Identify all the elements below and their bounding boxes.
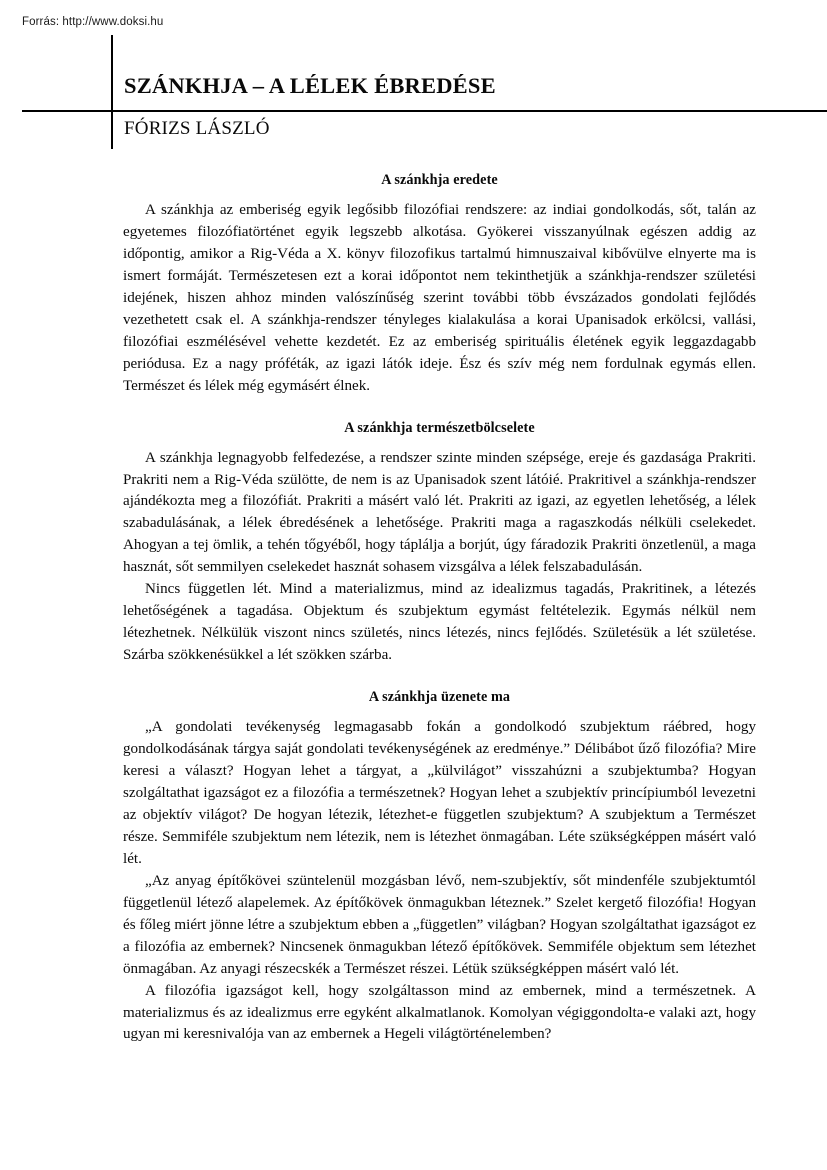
paragraph: „A gondolati tevékenység legmagasabb fokán a gondolkodó szubjektum ráébred, hogy gondolkodásának tárgya saját gondolati tevékenységének az eredménye.” Délibábot űző filozófia? Mire keresi a választ? Hogyan lehet a tárgyat, a „külvilágot” visszahúzni a szubjektumba? Hogyan szolgáltathat igazságot ez a filozófia a természetnek? Hogyan lehet a szubjektív princípiumból levezetni az objektív világot? De hogyan létezik, létezhet-e független szubjektum? A szubjektum a Természet része. Semmiféle szubjektum nem létezik, nem is létezhet önmagában. Léte szükségképpen másért való lét. — [123, 719, 756, 867]
paragraph: A szánkhja az emberiség egyik legősibb filozófiai rendszere: az indiai gondolkodás, sőt, talán az egyetemes filozófiatörténet egyik legszebb alkotása. Gyökerei visszanyúlnak egészen addig az időpontig, amikor a Rig-Véda a X. könyv filozofikus tartalmú himnuszaival kibővülve elnyerte ma is ismert formáját. Természetesen ezt a korai időpontot nem tekinthetjük a szánkhja-rendszer születési idejének, hiszen ahhoz minden valószínűség szerint további több évszázados gondolati fejlődés vezethetett csak el. A szánkhja-rendszer tényleges kialakulása a korai Upanisadok erkölcsi, vallási, filozófiai eszmélésével vehette kezdetét. Ez az emberiség spirituális életének egyik leggazdagabb periódusa. Ez a nagy próféták, az igazi látók ideje. Ész és szív még nem fordulnak egymás ellen. Természet és lélek még egymásért élnek. — [123, 202, 756, 394]
section-heading: A szánkhja természetbölcselete — [344, 419, 535, 436]
paragraph: A szánkhja legnagyobb felfedezése, a rendszer szinte minden szépsége, ereje és gazdasága Prakriti. Prakriti nem a Rig-Véda szülötte, de nem is az Upanisadok szent látóié. Prakritivel a szánkhja-rendszer ajándékozta meg a filozófiát. Prakriti a másért való lét. Prakriti az igazi, az egyetlen lehetőség, a lélek szabadulásának, a lélek ébredésének a lehetősége. Prakriti maga a ragaszkodás nélküli cselekedet. Ahogyan a tej ömlik, a tehén tőgyéből, hogy táplálja a borjút, úgy fáradozik Prakriti önzetlenül, a maga hasznát, sőt semmilyen cselekedet hasznát sohasem vizsgálva a lélek felszabadulásán. — [123, 449, 756, 576]
section-heading: A szánkhja eredete — [381, 172, 498, 188]
section-szankhja-termeszetbolcselete — [123, 420, 756, 668]
paragraph: A filozófia igazságot kell, hogy szolgáltasson mind az embernek, mind a természetnek. A materializmus és az idealizmus erre egyként alkalmatlanok. Komolyan végiggondolta-e valaki azt, hogy ugyan mi keresnivalója van az embernek a Hegeli világtörténelemben? — [123, 982, 756, 1043]
article-body — [123, 172, 756, 1046]
masthead-horizontal-rule — [22, 110, 827, 112]
source-watermark: Forrás: http://www.doksi.hu — [22, 16, 164, 28]
section-szankhja-eredete — [123, 172, 756, 398]
masthead — [124, 74, 814, 98]
author-name: FÓRIZS LÁSZLÓ — [124, 118, 270, 139]
masthead-vertical-rule — [111, 35, 113, 149]
page-title: SZÁNKHJA – A LÉLEK ÉBREDÉSE — [124, 73, 496, 98]
paragraph: Nincs független lét. Mind a materializmus, mind az idealizmus tagadás, Prakritinek, a létezés lehetőségének a tagadása. Objektum és szubjektum egymást feltételezik. Egymás nélkül nem létezhetnek. Nélkülük viszont nincs születés, nincs létezés, nincs fejlődés. Születésük a lét születése. Szárba szökkenésükkel a lét szökken szárba. — [123, 581, 756, 664]
section-szankhja-uzenete-ma — [123, 689, 756, 1046]
section-heading: A szánkhja üzenete ma — [368, 689, 511, 706]
paragraph: „Az anyag építőkövei szüntelenül mozgásban lévő, nem-szubjektív, sőt mindenféle szubjektumtól függetlenül létező alapelemek. Az építőkövek önmagukban léteznek.” Szelet kergető filozófia! Hogyan és főleg miért jönne létre a szubjektum ebben a „független” világban? Hogyan szolgáltathat igazságot ez a filozófia az embernek? Nincsenek önmagukban létező építőkövek. Semmiféle objektum sem létezhet önmagában. Az anyagi részecskék a Természet részei. Létük szükségképpen másért való lét. — [123, 872, 756, 977]
